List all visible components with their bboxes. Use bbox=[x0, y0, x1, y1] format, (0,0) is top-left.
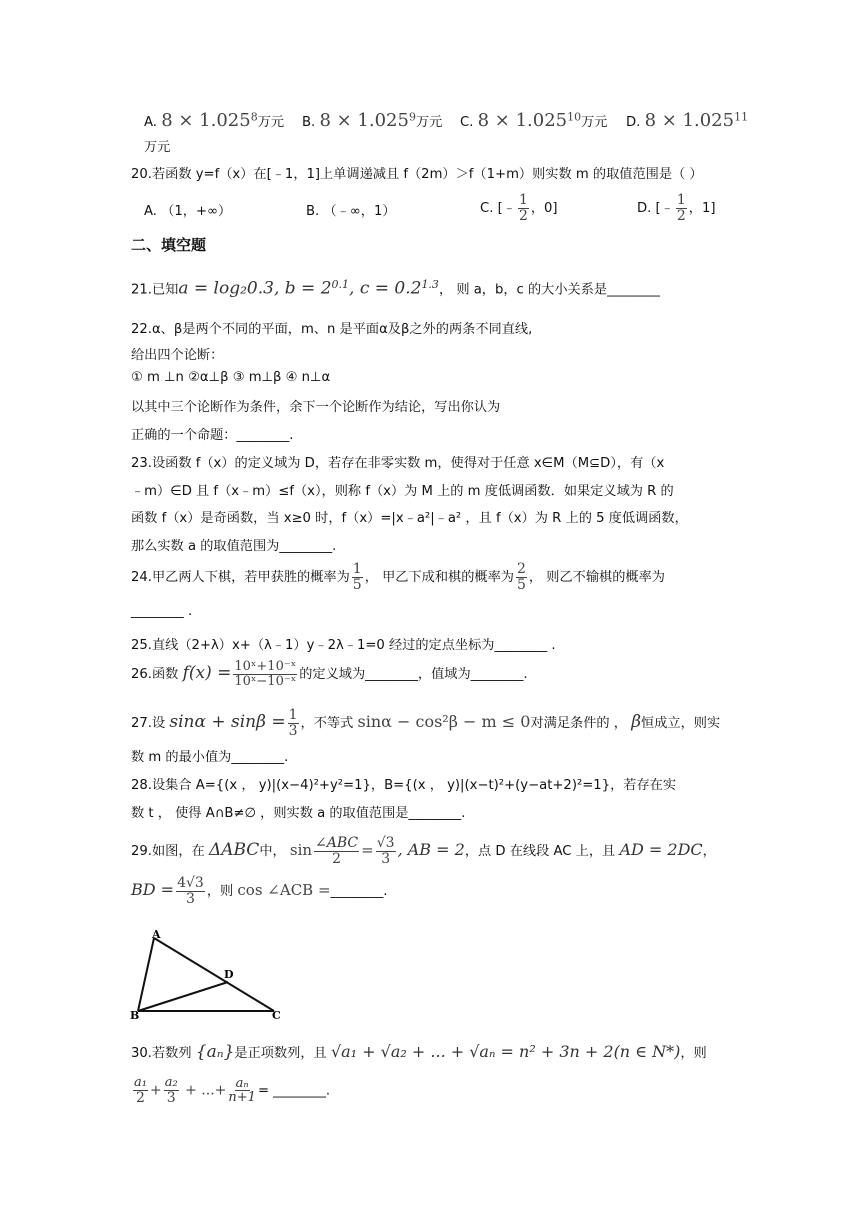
numerator: a₂ bbox=[164, 1075, 178, 1090]
fraction bbox=[288, 708, 299, 738]
q27-inequality: sinα − cos²β − m ≤ 0 bbox=[357, 712, 531, 732]
option-label: C. bbox=[460, 115, 474, 130]
denominator: 2 bbox=[518, 207, 528, 224]
q27-middle-2: 对满足条件的 ， bbox=[530, 716, 627, 732]
label-b: B bbox=[130, 1009, 140, 1022]
q28-line-2: 数 t ， 使得 A∩B≠∅ ，则实数 a 的取值范围是________. bbox=[131, 806, 466, 821]
option-math: 8 × 1.025 bbox=[644, 110, 735, 131]
section-title: 二、填空题 bbox=[131, 236, 207, 254]
equals: = bbox=[361, 841, 374, 860]
q20-stem: 20.若函数 y=f（x）在[﹣1，1]上单调递减且 f（2m）＞f（1+m）则实数 m 的取值范围是（ ） bbox=[131, 167, 703, 182]
triangle-figure bbox=[128, 926, 288, 1022]
q21-math: a = log₂0.3, b = 2 bbox=[178, 278, 332, 299]
denominator: 3 bbox=[185, 890, 195, 907]
q21-math-2: , c = 0.2 bbox=[349, 278, 422, 299]
denominator: 3 bbox=[288, 722, 298, 739]
q24-prefix: 24.甲乙两人下棋，若甲获胜的概率为 bbox=[131, 570, 350, 586]
fraction-half bbox=[676, 193, 687, 223]
q29-suffix: ________. bbox=[330, 884, 388, 900]
q19-option-c bbox=[460, 110, 608, 131]
q19-option-b bbox=[302, 110, 442, 131]
q25: 25.直线（2+λ）x+（λ﹣1）y﹣2λ﹣1=0 经过的定点坐标为________ . bbox=[131, 638, 556, 653]
numerator: ∠ABC bbox=[315, 835, 359, 851]
q27-math: sinα + sinβ = bbox=[169, 712, 286, 733]
option-unit: 万元 bbox=[415, 115, 443, 130]
option-math: 8 × 1.025 bbox=[477, 110, 568, 131]
edge-ab bbox=[138, 938, 154, 1011]
numerator: a₁ bbox=[134, 1075, 147, 1090]
q21 bbox=[131, 278, 660, 298]
q30-line-2: $\frac{\text{a₁}}{2}$ + $\frac{\text{a₂}}{3}$ + ...+ $\frac{\text{aₙ}}{n+1}$ = ________. bbox=[134, 1075, 331, 1106]
q23-line-2: ﹣m）∈D 且 f（x﹣m）≤f（x），则称 f（x）为 M 上的 m 度低调函数．如果定义域为 R 的 bbox=[131, 484, 674, 499]
q24-suffix: ， 则乙不输棋的概率为 bbox=[528, 570, 665, 586]
fraction bbox=[376, 836, 396, 866]
option-math: 8 × 1.025 bbox=[161, 110, 251, 131]
option-label: C. [﹣ bbox=[480, 201, 516, 217]
denominator: 2 bbox=[136, 1089, 145, 1106]
q26-suffix: 的定义域为________，值域为________. bbox=[299, 667, 528, 683]
option-text: ，0] bbox=[530, 201, 558, 217]
q29-mid-2: ，点 D 在线段 AC 上，且 bbox=[464, 844, 616, 860]
q29-sin: sin bbox=[289, 841, 313, 860]
q29 bbox=[131, 836, 716, 866]
q29-ab: , AB = 2 bbox=[397, 840, 465, 860]
exponent: 8 bbox=[250, 110, 258, 124]
q30-equation: √a₁ + √a₂ + ... + √aₙ = n² + 3n + 2(n ∈ N*) bbox=[330, 1042, 681, 1061]
numerator: 1 bbox=[352, 561, 362, 577]
fraction bbox=[164, 1076, 179, 1105]
q24-line-2: ________ . bbox=[131, 604, 193, 619]
option-math: 8 × 1.025 bbox=[319, 110, 409, 131]
q28-line-1: 28.设集合 A={(x ， y)|(x−4)²+y²=1}，B={(x ， y)|(x−t)²+(y−at+2)²=1}，若存在实 bbox=[131, 778, 677, 793]
q26 bbox=[131, 660, 528, 688]
q30-mid: 是正项数列，且 bbox=[234, 1046, 327, 1061]
segment-bd bbox=[138, 982, 228, 1011]
denominator: 3 bbox=[381, 850, 391, 867]
label-d: D bbox=[224, 968, 234, 981]
exponent: 10 bbox=[567, 110, 582, 124]
q24 bbox=[131, 562, 665, 592]
q26-prefix: 26.函数 bbox=[131, 667, 179, 683]
q30 bbox=[131, 1042, 707, 1062]
numerator: √3 bbox=[376, 835, 395, 851]
denominator: n+1 bbox=[228, 1090, 256, 1106]
q29-ad-dc: AD = 2DC bbox=[619, 840, 703, 860]
numerator: 4√3 bbox=[177, 875, 204, 891]
fraction bbox=[228, 1077, 256, 1105]
q20-option-d bbox=[637, 193, 716, 223]
q27-beta: β bbox=[631, 712, 642, 733]
option-label: D. bbox=[626, 115, 641, 130]
q22-line-4: 以其中三个论断作为条件，余下一个论断作为结论，写出你认为 bbox=[131, 400, 501, 415]
q27 bbox=[131, 708, 720, 738]
q22-line-1: 22.α、β是两个不同的平面，m、n 是平面α及β之外的两条不同直线, bbox=[131, 322, 533, 337]
option-label: B. bbox=[302, 115, 316, 130]
q29-cos: cos ∠ACB = bbox=[237, 881, 331, 900]
q29-triangle: ΔABC bbox=[208, 840, 260, 861]
q19-option-d bbox=[626, 110, 748, 131]
denominator: 5 bbox=[352, 576, 362, 593]
q22-line-5: 正确的一个命题：________. bbox=[131, 428, 294, 443]
q27-line-2: 数 m 的最小值为________. bbox=[131, 750, 289, 765]
fraction-half bbox=[518, 193, 529, 223]
option-text: ，1] bbox=[688, 201, 716, 217]
comma: ， bbox=[702, 844, 716, 860]
q29-mid-3: ，则 bbox=[206, 884, 234, 900]
q27-suffix: 恒成立，则实 bbox=[641, 716, 721, 732]
q29-bd: BD = bbox=[131, 880, 175, 900]
option-unit: 万元 bbox=[581, 115, 608, 130]
numerator: 2 bbox=[516, 561, 526, 577]
exponent: 0.1 bbox=[331, 278, 350, 291]
option-unit: 万元 bbox=[257, 115, 285, 130]
q27-middle: ，不等式 bbox=[300, 716, 354, 732]
fraction bbox=[352, 562, 363, 592]
denominator: 2 bbox=[332, 850, 342, 867]
q30-prefix: 30.若数列 bbox=[131, 1046, 192, 1061]
denominator: 10ˣ−10⁻ˣ bbox=[234, 673, 297, 689]
q19-option-d-unit: 万元 bbox=[144, 140, 171, 155]
q21-prefix: 21.已知 bbox=[131, 282, 179, 298]
q29-mid: 中， bbox=[259, 844, 286, 860]
option-label: D. [﹣ bbox=[637, 201, 674, 217]
q23-line-4: 那么实数 a 的取值范围为________. bbox=[131, 539, 337, 554]
q20-option-c bbox=[480, 193, 558, 223]
numerator: 1 bbox=[676, 192, 686, 208]
denominator: 5 bbox=[516, 576, 526, 593]
option-label: A. bbox=[144, 115, 157, 130]
numerator: 10ˣ+10⁻ˣ bbox=[234, 659, 297, 674]
q19-option-a bbox=[144, 110, 284, 131]
exponent: 1.3 bbox=[421, 278, 439, 291]
fraction bbox=[314, 836, 359, 866]
q22-line-3: ① m ⊥n ②α⊥β ③ m⊥β ④ n⊥α bbox=[131, 370, 331, 385]
q20-option-b: B. （﹣∞，1） bbox=[306, 204, 396, 219]
fraction bbox=[176, 876, 205, 906]
q20-option-a: A. （1，+∞） bbox=[144, 204, 232, 219]
q26-function: f(x) = bbox=[182, 663, 232, 684]
label-a: A bbox=[152, 928, 161, 941]
denominator: 3 bbox=[166, 1089, 176, 1106]
q23-line-3: 函数 f（x）是奇函数，当 x≥0 时，f（x）=|x﹣a²|﹣a² ，且 f（x）为 R 上的 5 度低调函数， bbox=[131, 511, 688, 526]
fraction bbox=[233, 660, 297, 688]
q30-sequence: {aₙ} bbox=[195, 1042, 235, 1062]
q30-tail: = ________. bbox=[257, 1083, 331, 1099]
fraction bbox=[133, 1076, 148, 1105]
fraction bbox=[516, 562, 527, 592]
q29-prefix: 29.如图，在 bbox=[131, 844, 205, 860]
numerator: aₙ bbox=[235, 1075, 249, 1091]
q23-line-1: 23.设函数 f（x）的定义域为 D，若存在非零实数 m，使得对于任意 x∈M（M⊆D），有（x bbox=[131, 456, 665, 471]
numerator: 1 bbox=[288, 707, 298, 723]
exponent: 11 bbox=[734, 110, 749, 124]
label-c: C bbox=[272, 1009, 281, 1022]
exponent: 9 bbox=[408, 110, 416, 124]
q27-prefix: 27.设 bbox=[131, 716, 166, 732]
numerator: 1 bbox=[518, 192, 528, 208]
q30-suffix: ，则 bbox=[680, 1046, 707, 1061]
denominator: 2 bbox=[676, 207, 686, 224]
q22-line-2: 给出四个论断： bbox=[131, 348, 224, 363]
q24-middle: ， 甲乙下成和棋的概率为 bbox=[364, 570, 514, 586]
q21-suffix: ， 则 a，b，c 的大小关系是________ bbox=[438, 282, 660, 298]
q29-line-2 bbox=[131, 876, 388, 906]
